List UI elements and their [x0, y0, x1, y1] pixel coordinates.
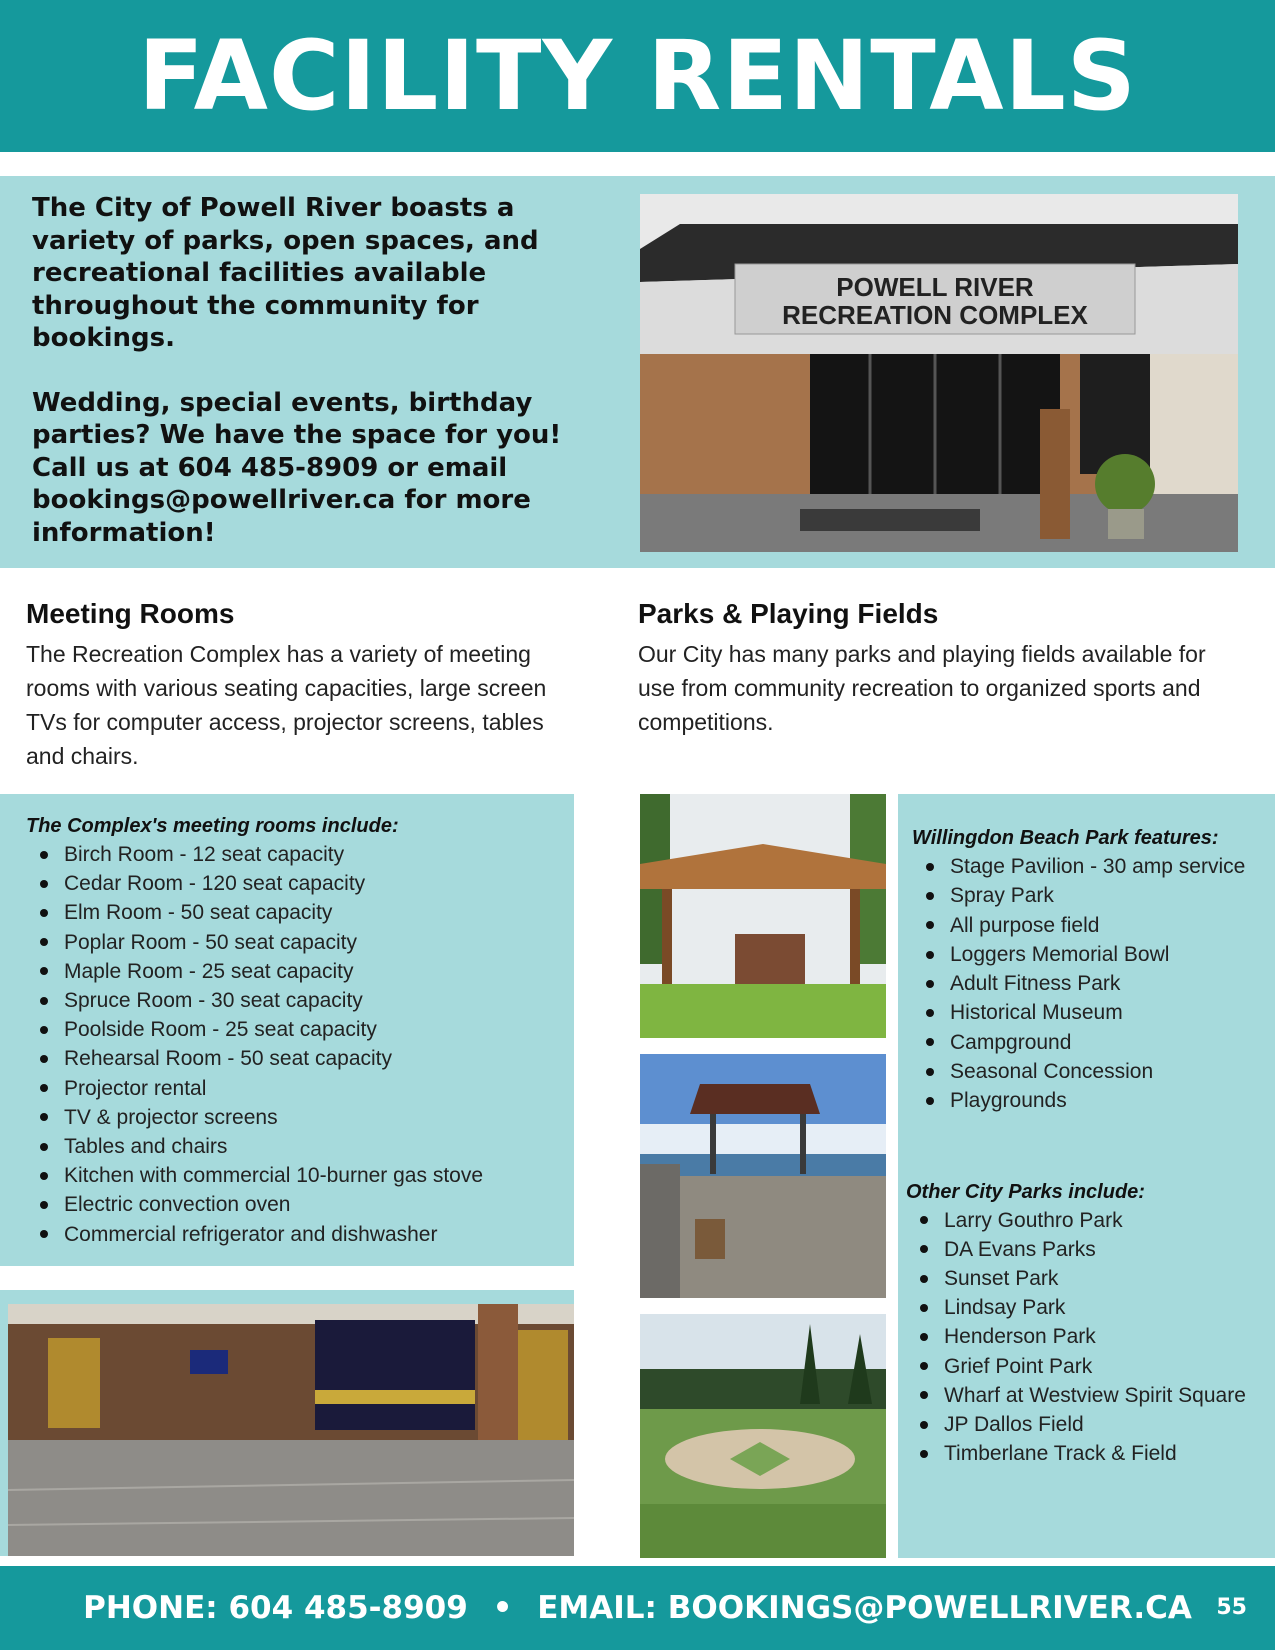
list-item: Sunset Park: [908, 1264, 1275, 1293]
list-item: Birch Room - 12 seat capacity: [28, 840, 574, 869]
parks-box: [898, 794, 1275, 1558]
parks-description: Our City has many parks and playing fields available for use from community recreation to organized sports and competitions.: [638, 641, 1206, 735]
list-item: Loggers Memorial Bowl: [914, 940, 1275, 969]
list-item: Cedar Room - 120 seat capacity: [28, 869, 574, 898]
list-item: Maple Room - 25 seat capacity: [28, 957, 574, 986]
list-item: Electric convection oven: [28, 1190, 574, 1219]
intro-text: [32, 192, 592, 549]
list-item: Playgrounds: [914, 1086, 1275, 1115]
list-item: Poolside Room - 25 seat capacity: [28, 1015, 574, 1044]
wharf-photo: [640, 1054, 886, 1298]
footer-contact: [0, 1566, 1275, 1650]
list-item: Kitchen with commercial 10-burner gas stove: [28, 1161, 574, 1190]
meeting-rooms-box: [0, 794, 574, 1266]
willingdon-heading: Willingdon Beach Park features:: [912, 827, 1219, 849]
list-item: Seasonal Concession: [914, 1057, 1275, 1086]
list-item: Campground: [914, 1028, 1275, 1057]
recreation-complex-photo: [640, 194, 1238, 552]
other-parks-list: [908, 1206, 1275, 1469]
list-item: Historical Museum: [914, 998, 1275, 1027]
list-item: TV & projector screens: [28, 1103, 574, 1132]
list-item: Commercial refrigerator and dishwasher: [28, 1220, 574, 1249]
list-item: JP Dallos Field: [908, 1410, 1275, 1439]
list-item: Spray Park: [914, 881, 1275, 910]
list-item: Henderson Park: [908, 1322, 1275, 1351]
list-item: Stage Pavilion - 30 amp service: [914, 852, 1275, 881]
list-item: Timberlane Track & Field: [908, 1439, 1275, 1468]
list-item: DA Evans Parks: [908, 1235, 1275, 1264]
footer-separator: •: [492, 1590, 513, 1626]
page-footer: [0, 1566, 1275, 1650]
parks-title: Parks & Playing Fields: [638, 598, 939, 629]
list-item: Rehearsal Room - 50 seat capacity: [28, 1044, 574, 1073]
page-header: [0, 0, 1275, 152]
willingdon-list: [914, 852, 1275, 1116]
page-number: 55: [1216, 1595, 1247, 1620]
list-item: Tables and chairs: [28, 1132, 574, 1161]
ballfield-photo: [640, 1314, 886, 1558]
page-title: FACILITY RENTALS: [138, 20, 1137, 132]
pavilion-photo: [640, 794, 886, 1038]
list-item: Adult Fitness Park: [914, 969, 1275, 998]
list-item: Spruce Room - 30 seat capacity: [28, 986, 574, 1015]
list-item: Elm Room - 50 seat capacity: [28, 898, 574, 927]
footer-email: EMAIL: BOOKINGS@POWELLRIVER.CA: [537, 1590, 1192, 1626]
meeting-rooms-title: Meeting Rooms: [26, 598, 235, 629]
intro-paragraph-1: The City of Powell River boasts a variety of parks, open spaces, and recreational facilities available throughout the community for bookings.: [32, 193, 539, 353]
sign-line-1: POWELL RIVER: [836, 272, 1034, 302]
footer-phone: PHONE: 604 485-8909: [83, 1590, 468, 1626]
meeting-rooms-list-heading: The Complex's meeting rooms include:: [26, 815, 399, 837]
sign-line-2: RECREATION COMPLEX: [782, 300, 1088, 330]
list-item: Grief Point Park: [908, 1352, 1275, 1381]
meeting-rooms-description: The Recreation Complex has a variety of meeting rooms with various seating capacities, large screen TVs for computer access, projector screens, tables and chairs.: [26, 641, 547, 769]
list-item: Larry Gouthro Park: [908, 1206, 1275, 1235]
list-item: Wharf at Westview Spirit Square: [908, 1381, 1275, 1410]
list-item: All purpose field: [914, 911, 1275, 940]
intro-paragraph-2: Wedding, special events, birthday parties? We have the space for you! Call us at 604 485-8909 or email bookings@powellriver.ca for more information!: [32, 387, 562, 548]
list-item: Projector rental: [28, 1074, 574, 1103]
meeting-rooms-list: [28, 840, 574, 1249]
list-item: Poplar Room - 50 seat capacity: [28, 928, 574, 957]
list-item: Lindsay Park: [908, 1293, 1275, 1322]
other-parks-heading: Other City Parks include:: [906, 1180, 1145, 1203]
meeting-room-photo: [0, 1290, 574, 1556]
